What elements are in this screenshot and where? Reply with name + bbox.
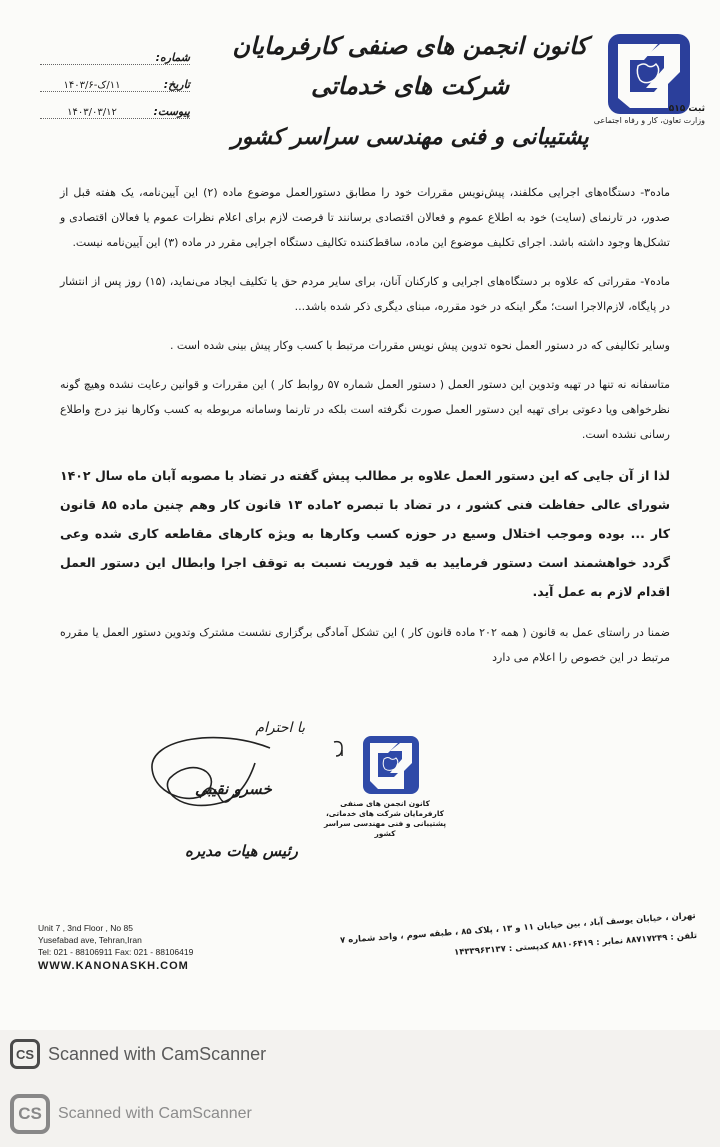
camscanner-logo-icon: CS — [10, 1039, 40, 1069]
footer-address-line-1: Unit 7 , 3nd Floor , No 85 — [38, 923, 133, 933]
camscanner-watermark — [0, 1032, 720, 1076]
handwritten-signature — [130, 708, 280, 818]
footer-fa-address: تهران ، خیابان یوسف آباد ، بین خیابان ۱۱ و ۱۳ ، پلاک ۸۵ ، طبقه سوم ، واحد شماره ۷ — [339, 910, 697, 946]
paragraph-request: لذا از آن جایی که این دستور العمل علاوه بر مطالب پیش گفته در تضاد با مصوبه آبان ماه سال ۱۴۰۲ شورای عالی حفاظت فنی کشور ، در تضاد با تبصره ۲ماده ۱۳ قانون کار وهم چنین ماده ۸۵ قانون کار ... بوده وموجب اختلال وسیع در حوزه کسب وکارها به ویژه کارهای مقاطعه کاری شده وعی گردد خواهشمند است دستور فرمایید به قید فوریت نسبت به توقف اجرا وابطال این دستور العمل اقدام لازم به عمل آید. — [60, 468, 670, 599]
date-value: ۱۱/ک-۱۴۰۳/۶ — [63, 80, 121, 91]
attachment-value: ۱۴۰۳/۰۳/۱۲ — [67, 107, 117, 118]
salutation: با احترام — [255, 720, 305, 736]
paragraph-complaint: متاسفانه نه تنها در تهیه وتدوین این دستور العمل ( دستور العمل شماره ۵۷ روابط کار ) این مقررات و قوانین رعایت نشده وهیچ گونه نظرخواهی ویا دعوتی برای تهیه این دستور العمل صورت نگرفته است بلکه در تارنما وسامانه مربوطه به کسب وکارها نیز درج واطلاع رسانی نشده است. — [60, 378, 670, 441]
paragraph-readiness: ضمنا در راستای عمل به قانون ( همه ۲۰۲ ماده قانون کار ) این تشکل آمادگی برگزاری نشست مشترک وتدوین دستور العمل یا مقرره مرتبط در این خصوص را اعلام می دارد — [60, 626, 670, 664]
camscanner-logo-icon: CS — [10, 1094, 50, 1134]
camscanner-watermark-secondary — [0, 1092, 720, 1136]
footer-phone-fax: Tel: 021 - 88106911 Fax: 021 - 88106419 — [38, 947, 194, 957]
footer-persian-address — [316, 906, 701, 1012]
date-row — [40, 67, 190, 92]
organization-stamp — [360, 733, 422, 799]
initial-mark-icon — [330, 738, 348, 760]
signer-name: خسرو نقیبی — [195, 780, 272, 798]
footer-fa-contacts: تلفن : ۸۸۷۱۷۲۴۹ نمابر : ۸۸۱۰۶۴۱۹ کدپستی : ۱۴۳۳۹۶۳۱۳۷ — [453, 930, 698, 958]
camscanner-text: Scanned with CamScanner — [58, 1105, 252, 1122]
footer-english-address — [38, 922, 298, 972]
footer-website: WWW.KANONASKH.COM — [38, 960, 189, 972]
letter-metadata — [40, 40, 190, 121]
organization-title — [225, 26, 595, 156]
attachment-label: پیوست: — [153, 105, 190, 118]
title-line-1: کانون انجمن های صنفی کارفرمایان شرکت های خدماتی — [232, 31, 588, 100]
camscanner-text: Scanned with CamScanner — [48, 1043, 267, 1064]
signer-title: رئیس هیات مدیره — [185, 842, 298, 860]
attachment-row — [40, 94, 190, 119]
number-row — [40, 40, 190, 65]
ministry-name: وزارت تعاون، کار و رفاه اجتماعی — [593, 116, 705, 125]
stamp-caption: کانون انجمن های صنفی کارفرمایان شرکت های خدماتی، پشتیبانی و فنی مهندسی سراسر کشور — [323, 799, 447, 838]
paragraph-article-7: ماده۷- مقرراتی که علاوه بر دستگاه‌های اجرایی و کارکنان آنان، برای سایر مردم حق یا تکلیف ایجاد می‌نماید، (۱۵) روز پس از انتشار در پایگاه، لازم‌الاجرا است؛ مگر اینکه در خود مقرره، مبنای دیگری ذکر شده باشد... — [60, 275, 670, 313]
footer-address-line-2: Yusefabad ave, Tehran,Iran — [38, 935, 142, 945]
paragraph-article-3: ماده۳- دستگاه‌های اجرایی مکلفند، پیش‌نویس مقررات خود را مطابق دستورالعمل موضوع ماده (۲) این آیین‌نامه، یک هفته قبل از صدور، در تارنمای (سایت) خود به اطلاع عموم و فعالان اقتصادی برسانند تا فرصت لازم برای اعلام نظرات عموم یا فعالان اقتصادی و تشکل‌ها وجود داشته باشد. اجرای تکلیف موضوع این ماده، ساقط‌کننده تکالیف دستگاه اجرایی مقرر در ماده (۳) این آیین‌نامه نیست. — [60, 186, 670, 249]
title-line-2: پشتیبانی و فنی مهندسی سراسر کشور — [231, 124, 589, 150]
number-label: شماره: — [155, 51, 190, 64]
registration-number: ثبت ۵۱۵ — [668, 104, 705, 114]
letter-body — [60, 180, 670, 684]
date-label: تاریخ: — [163, 78, 190, 91]
paragraph-other-duties: وسایر تکالیفی که در دستور العمل نحوه تدوین پیش نویس مقررات مرتبط با کسب وکار پیش بینی شده است . — [169, 339, 670, 352]
